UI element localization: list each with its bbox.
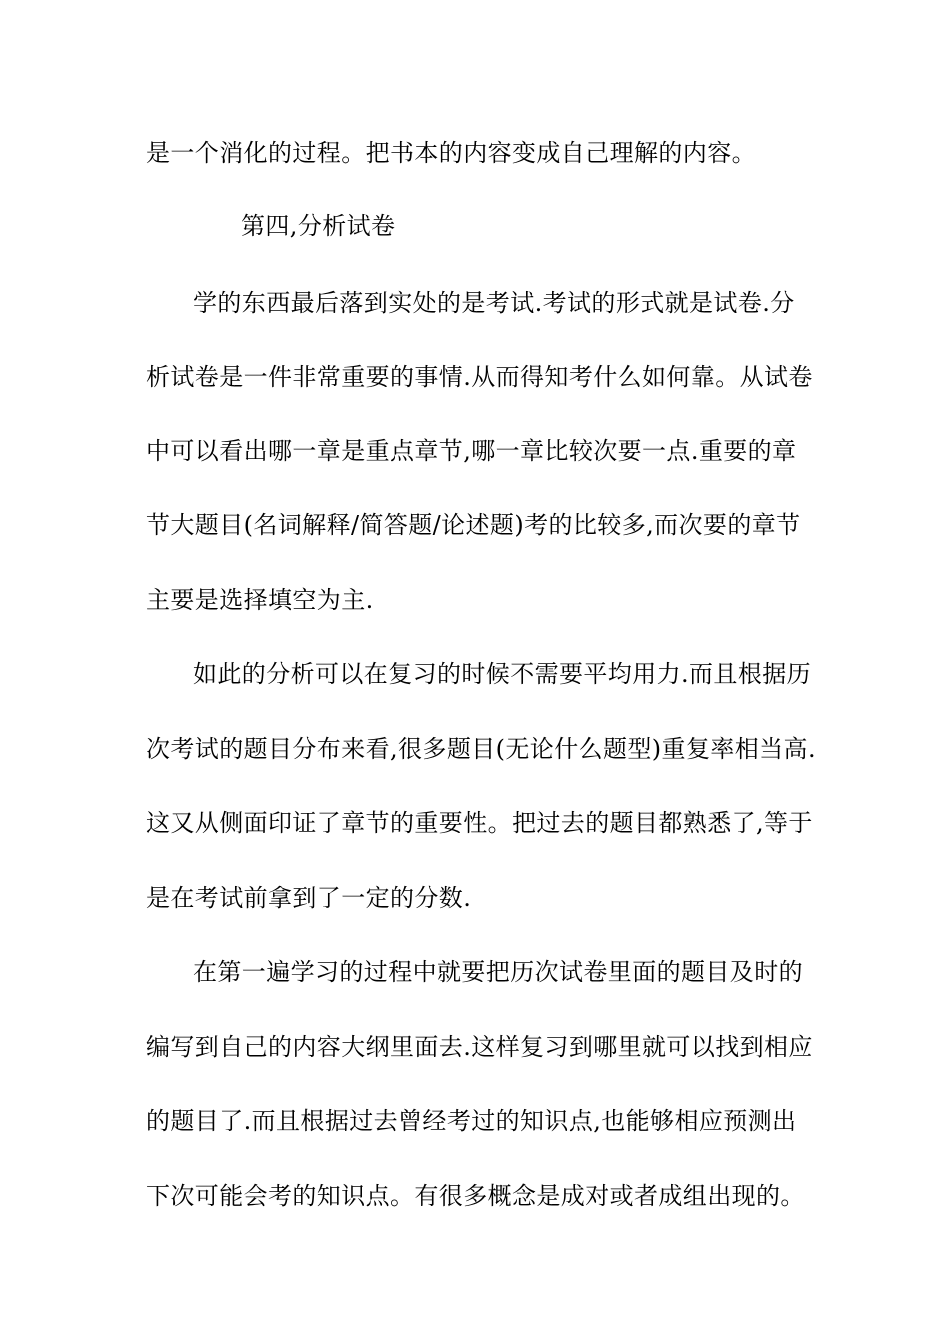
text-line: 如此的分析可以在复习的时候不需要平均用力.而且根据历	[193, 660, 812, 688]
text-line: 是一个消化的过程。把书本的内容变成自己理解的内容。	[146, 139, 756, 167]
text-line: 析试卷是一件非常重要的事情.从而得知考什么如何靠。从试卷	[146, 363, 813, 391]
section-heading: 第四,分析试卷	[241, 212, 396, 240]
text-line: 次考试的题目分布来看,很多题目(无论什么题型)重复率相当高.	[146, 735, 816, 763]
text-line: 的题目了.而且根据过去曾经考过的知识点,也能够相应预测出	[146, 1107, 797, 1135]
text-line: 在第一遍学习的过程中就要把历次试卷里面的题目及时的	[193, 958, 803, 986]
text-line: 中可以看出哪一章是重点章节,哪一章比较次要一点.重要的章	[146, 437, 797, 465]
text-line: 节大题目(名词解释/简答题/论述题)考的比较多,而次要的章节	[146, 511, 801, 539]
text-line: 学的东西最后落到实处的是考试.考试的形式就是试卷.分	[193, 289, 795, 317]
text-line: 这又从侧面印证了章节的重要性。把过去的题目都熟悉了,等于	[146, 809, 813, 837]
text-line: 编写到自己的内容大纲里面去.这样复习到哪里就可以找到相应	[146, 1033, 813, 1061]
text-line: 下次可能会考的知识点。有很多概念是成对或者成组出现的。	[146, 1182, 805, 1210]
text-line: 主要是选择填空为主.	[146, 586, 374, 614]
text-line: 是在考试前拿到了一定的分数.	[146, 884, 472, 912]
